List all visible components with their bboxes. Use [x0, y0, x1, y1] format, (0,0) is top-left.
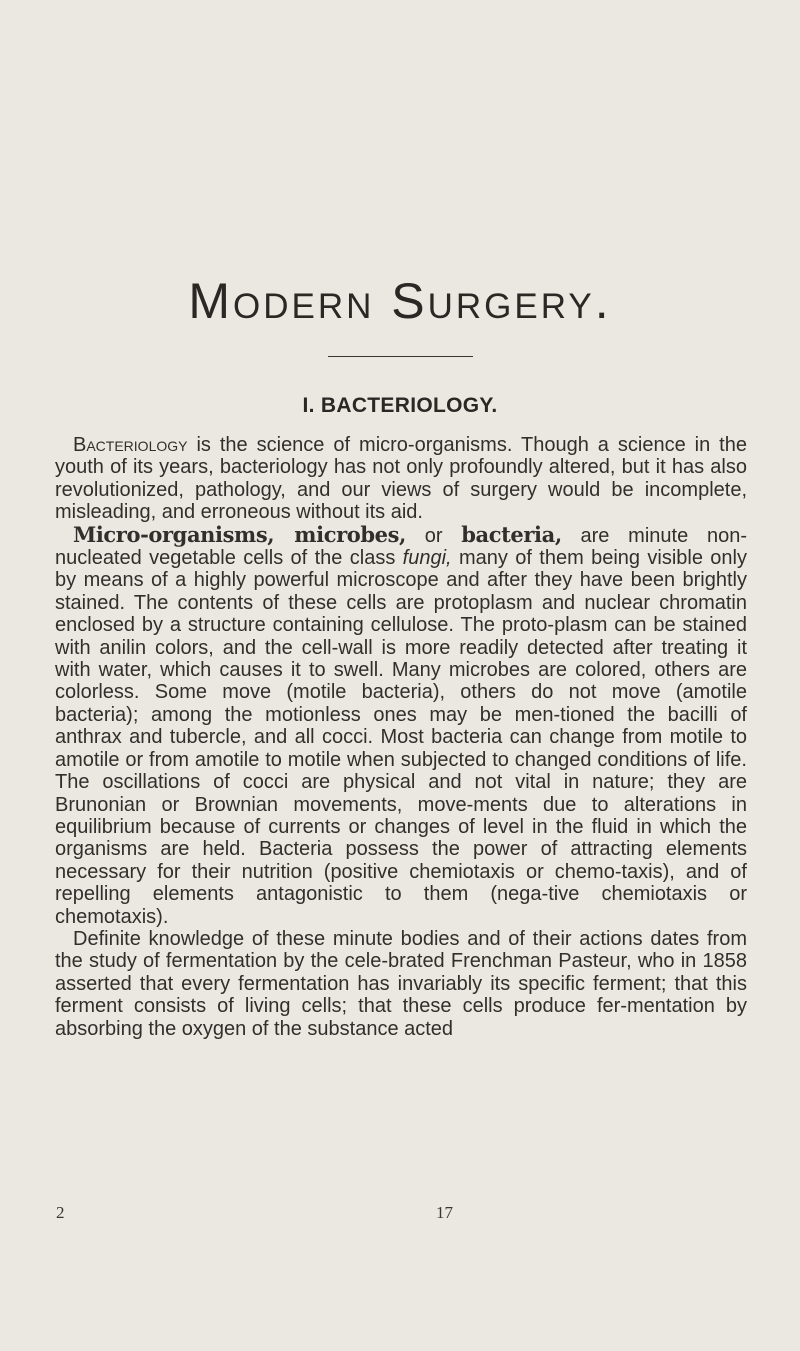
page-title: Modern Surgery.: [188, 273, 612, 329]
term-micro-organisms: Micro-organisms, microbes,: [73, 521, 406, 547]
signature-mark: 2: [56, 1203, 65, 1222]
paragraph-2-text-a: are minute non-nucleated vegetable cells of the class: [55, 524, 747, 570]
connector-or: or: [405, 524, 462, 547]
paragraph-2: [55, 521, 747, 928]
paragraph-1: [55, 434, 747, 524]
paragraph-1-lead: Bacteriology: [73, 434, 188, 456]
paragraph-3: Definite knowledge of these minute bodies and of their actions dates from the study of fermentation by the cele-brated Frenchman Pasteur, who in 1858 asserted that every fermentation has invariably its specific ferment; that this ferment consists of living cells; that these cells produce fer-mentation by absorbing the oxygen of the substance acted: [55, 927, 747, 1040]
paragraph-2-text-b: many of them being visible only by means of a highly powerful microscope and after they have been brightly stained. The contents of these cells are protoplasm and nuclear chromatin enclosed by a structure containing cellulose. The proto-plasm can be stained with anilin colors, and the cell-wall is more readily detected after treating it with water, which causes it to swell. Many microbes are colored, others are colorless. Some move (motile bacteria), others do not move (amotile bacteria); among the motionless ones may be men-tioned the bacilli of anthrax and tubercle, and all cocci. Most bacteria can change from motile to amotile or from amotile to motile when subjected to changed conditions of life. The oscillations of cocci are physical and not vital in nature; they are Brunonian or Brownian movements, move-ments due to alterations in equilibrium because of currents or changes of level in the fluid in which the organisms are held. Bacteria possess the power of attracting elements necessary for their nutrition (positive chemiotaxis or chemo-taxis), and of repelling elements antagonistic to them (nega-tive chemiotaxis or chemotaxis).: [55, 547, 747, 928]
page-number: 17: [436, 1203, 453, 1222]
body-text: [55, 434, 747, 1040]
title-divider: [328, 356, 473, 357]
term-fungi: fungi,: [402, 547, 452, 570]
term-bacteria: bacteria,: [461, 521, 562, 547]
paragraph-1-text: is the science of micro-organisms. Though a science in the youth of its years, bacteriology has not only profoundly altered, but it has also revolutionized, pathology, and our views of surgery would be incomplete, misleading, and erroneous without its aid.: [55, 434, 747, 524]
section-heading: I. BACTERIOLOGY.: [302, 394, 498, 417]
